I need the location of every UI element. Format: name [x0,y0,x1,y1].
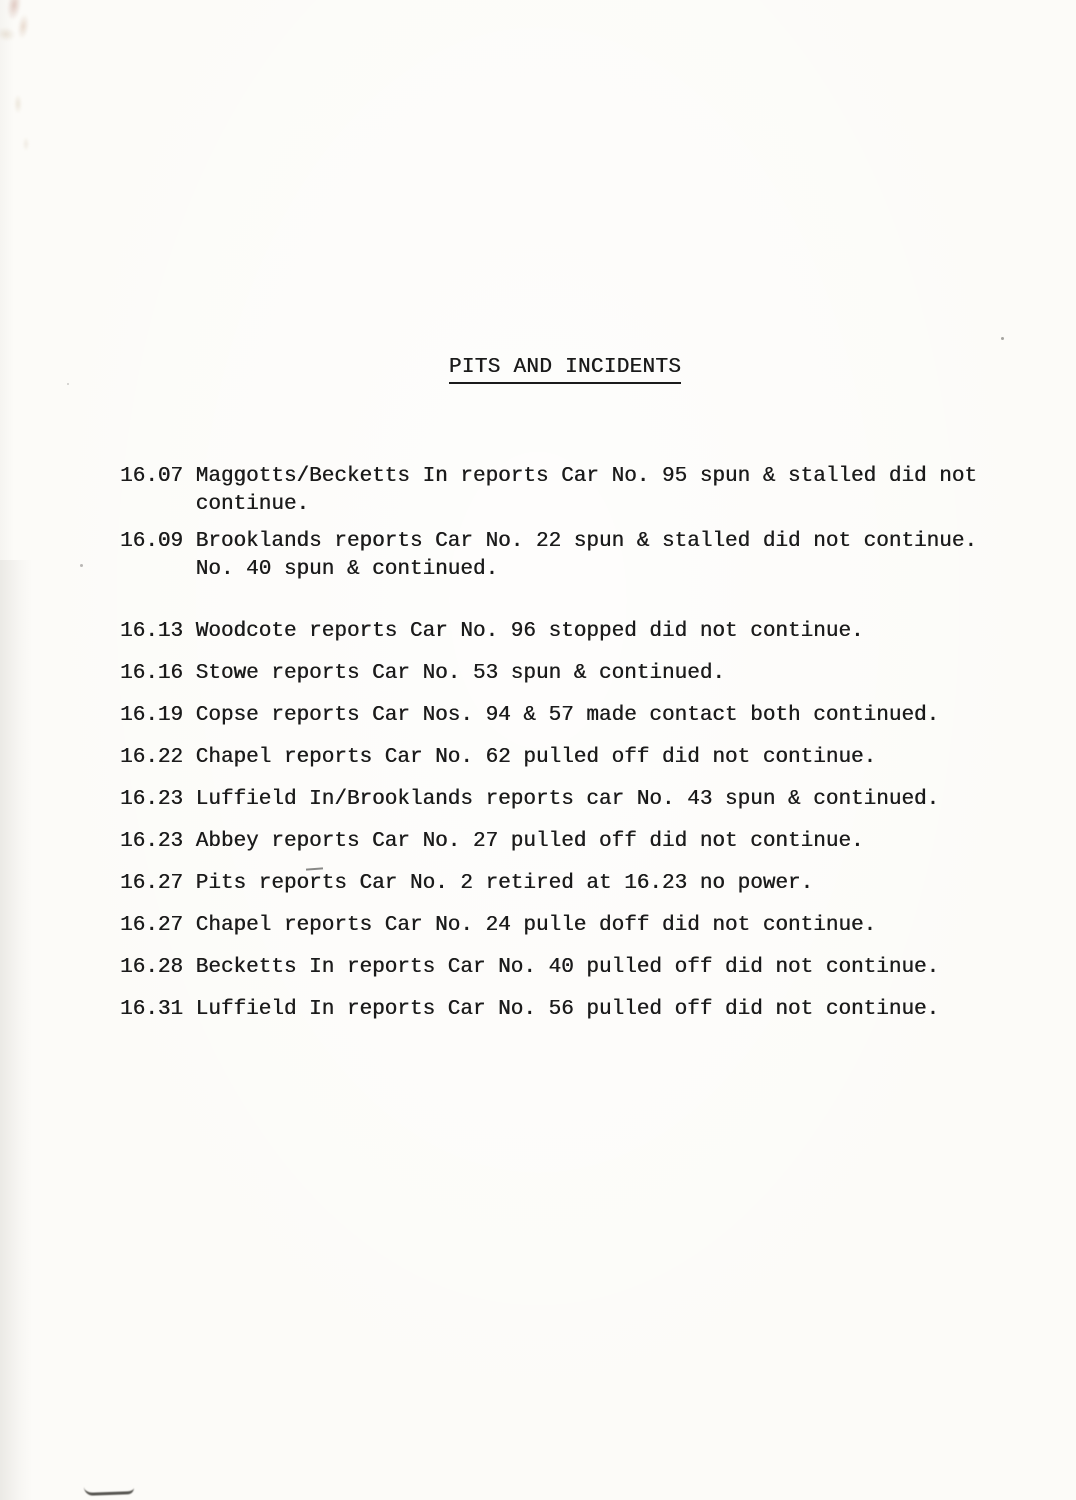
incident-time: 16.27 [120,872,184,895]
incident-row [120,463,1010,519]
incident-text: Maggotts/Becketts In reports Car No. 95 spun & stalled did not continue. [195,465,977,516]
incident-time: 16.28 [120,956,184,979]
incident-time: 16.09 [120,530,184,553]
incident-row [120,870,1010,898]
incident-row [120,996,1010,1024]
incident-text: Chapel reports Car No. 24 pulle doff did not continue. [195,914,877,937]
scan-speck [67,383,69,385]
incident-time: 16.23 [120,830,184,853]
incident-row [120,828,1010,856]
incident-text: Abbey reports Car No. 27 pulled off did not continue. [195,830,864,853]
incident-row [120,702,1010,730]
scan-speck [80,564,83,567]
document-content [120,356,1010,1038]
incident-time: 16.23 [120,788,184,811]
title-row [120,356,1010,379]
incident-text: Chapel reports Car No. 62 pulled off did not continue. [195,746,877,769]
incident-text: Brooklands reports Car No. 22 spun & stalled did not continue. No. 40 spun & continued. [195,530,977,581]
scan-smudge-top-left [0,0,50,53]
incident-text: Stowe reports Car No. 53 spun & continued. [195,662,725,685]
incident-text: Copse reports Car Nos. 94 & 57 made contact both continued. [195,704,940,727]
incident-time: 16.16 [120,662,184,685]
scan-smudge-left [2,84,42,174]
incident-list [120,463,1010,1024]
incident-time: 16.31 [120,998,184,1021]
incident-time: 16.07 [120,465,184,488]
page-curl-mark [84,1485,134,1496]
page-title: PITS AND INCIDENTS [449,356,681,384]
incident-text: Luffield In reports Car No. 56 pulled off did not continue. [195,998,940,1021]
incident-text: Becketts In reports Car No. 40 pulled off did not continue. [195,956,940,979]
scan-edge-shadow [0,560,32,1500]
incident-row [120,618,1010,646]
incident-row [120,528,1010,584]
incident-row [120,912,1010,940]
incident-row [120,660,1010,688]
scan-speck [1001,337,1004,340]
incident-text: Woodcote reports Car No. 96 stopped did not continue. [195,620,864,643]
incident-row [120,954,1010,982]
incident-time: 16.27 [120,914,184,937]
incident-row [120,786,1010,814]
incident-time: 16.13 [120,620,184,643]
scan-edge-shadow-top [0,0,14,560]
incident-text: Luffield In/Brooklands reports car No. 43 spun & continued. [195,788,940,811]
incident-text: Pits reports Car No. 2 retired at 16.23 no power. [195,872,814,895]
incident-time: 16.19 [120,704,184,727]
incident-row [120,744,1010,772]
incident-time: 16.22 [120,746,184,769]
